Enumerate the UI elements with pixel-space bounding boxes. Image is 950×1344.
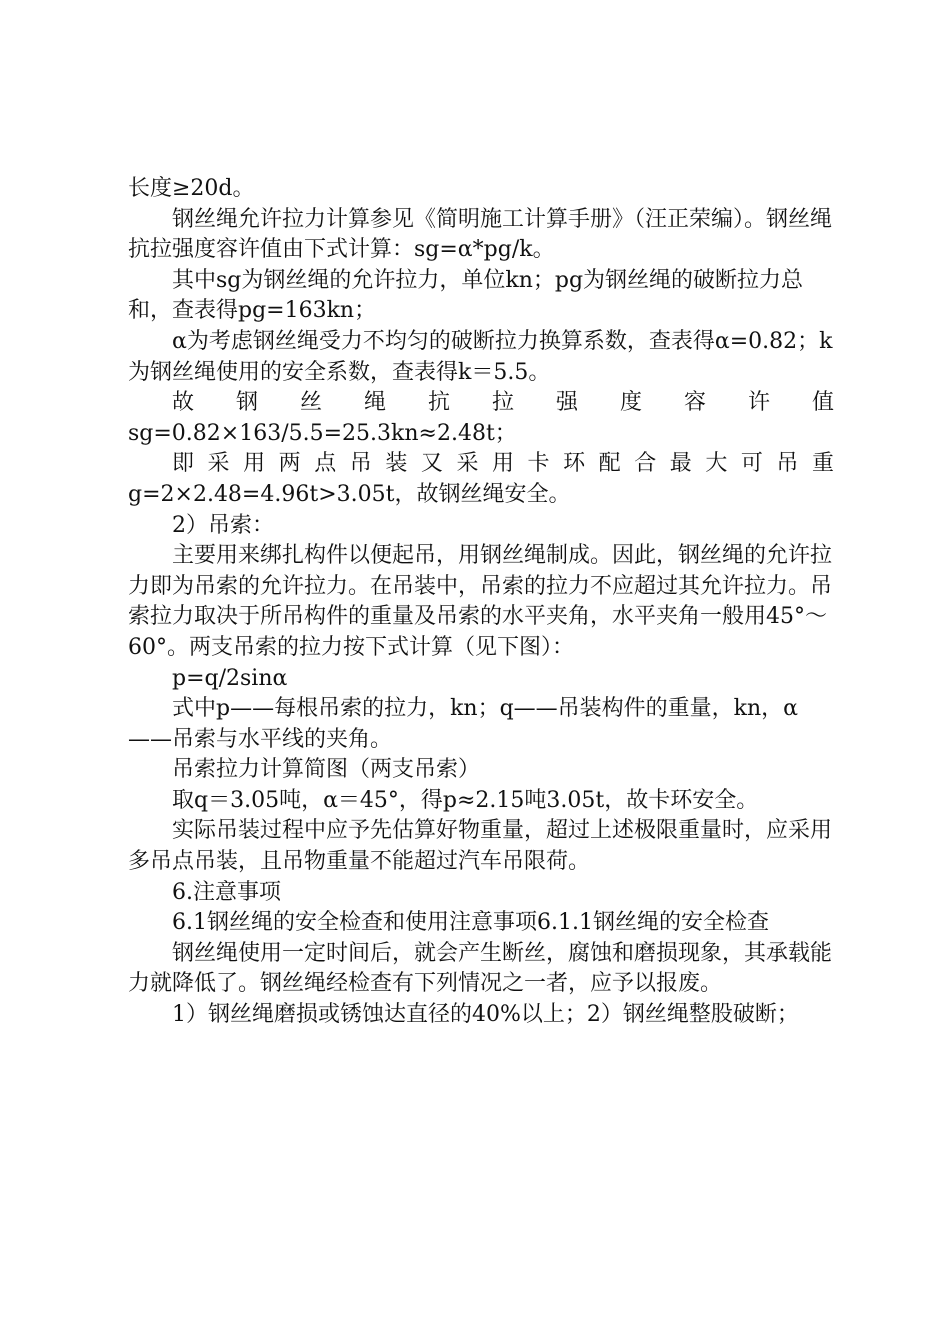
paragraph-rope-reference: 钢丝绳允许拉力计算参见《简明施工计算手册》（汪正荣编）。钢丝绳抗拉强度容许值由下式计算：sg=α*pg/k。 [128, 206, 833, 263]
section-sling-heading: 2）吊索： [172, 512, 274, 538]
figure-caption-sling: 吊索拉力计算简图（两支吊索） [172, 757, 481, 783]
paragraph-rope-variables: 其中sg为钢丝绳的允许拉力，单位kn；pg为钢丝绳的破断拉力总和，查表得pg=163kn； [128, 267, 804, 324]
paragraph-scrap-criteria: 1）钢丝绳磨损或锈蚀达直径的40%以上；2）钢丝绳整股破断； [172, 1002, 799, 1028]
paragraph-sling-description: 主要用来绑扎构件以便起吊，用钢丝绳制成。因此，钢丝绳的允许拉力即为吊索的允许拉力。在吊装中，吊索的拉力不应超过其允许拉力。吊索拉力取决于所吊构件的重量及吊索的水平夹角，水平夹角一般用45°～60°。两支吊索的拉力按下式计算（见下图）： [128, 543, 833, 660]
section-notes-heading: 6.注意事项 [172, 879, 281, 905]
paragraph-alpha-k: α为考虑钢丝绳受力不均匀的破断拉力换算系数，查表得α=0.82；k为钢丝绳使用的安全系数，查表得k＝5.5。 [128, 328, 833, 385]
paragraph-length-limit: 长度≥20d。 [128, 176, 255, 201]
paragraph-weight-estimate: 实际吊装过程中应予先估算好物重量，超过上述极限重量时，应采用多吊点吊装，且吊物重量不能超过汽车吊限荷。 [128, 818, 833, 875]
section-inspection-heading: 6.1钢丝绳的安全检查和使用注意事项6.1.1钢丝绳的安全检查 [172, 910, 769, 936]
paragraph-allowable-value-lead: 故钢丝绳抗拉强度容许值 [172, 390, 834, 416]
paragraph-two-point-formula: g=2×2.48=4.96t>3.05t，故钢丝绳安全。 [128, 481, 571, 507]
body-text [128, 174, 834, 1031]
formula-sling-tension: p=q/2sinα [172, 665, 288, 691]
paragraph-sling-result: 取q＝3.05吨，α＝45°，得p≈2.15吨3.05t，故卡环安全。 [172, 787, 759, 813]
paragraph-two-point-lead: 即采用两点吊装又采用卡环配合最大可吊重 [172, 451, 834, 477]
paragraph-formula-variables: 式中p——每根吊索的拉力，kn；q——吊装构件的重量，kn，α——吊索与水平线的夹角。 [128, 696, 799, 752]
paragraph-allowable-value-formula: sg=0.82×163/5.5=25.3kn≈2.48t； [128, 420, 517, 446]
paragraph-inspection-description: 钢丝绳使用一定时间后，就会产生断丝，腐蚀和磨损现象，其承载能力就降低了。钢丝绳经检查有下列情况之一者，应予以报废。 [128, 940, 833, 997]
